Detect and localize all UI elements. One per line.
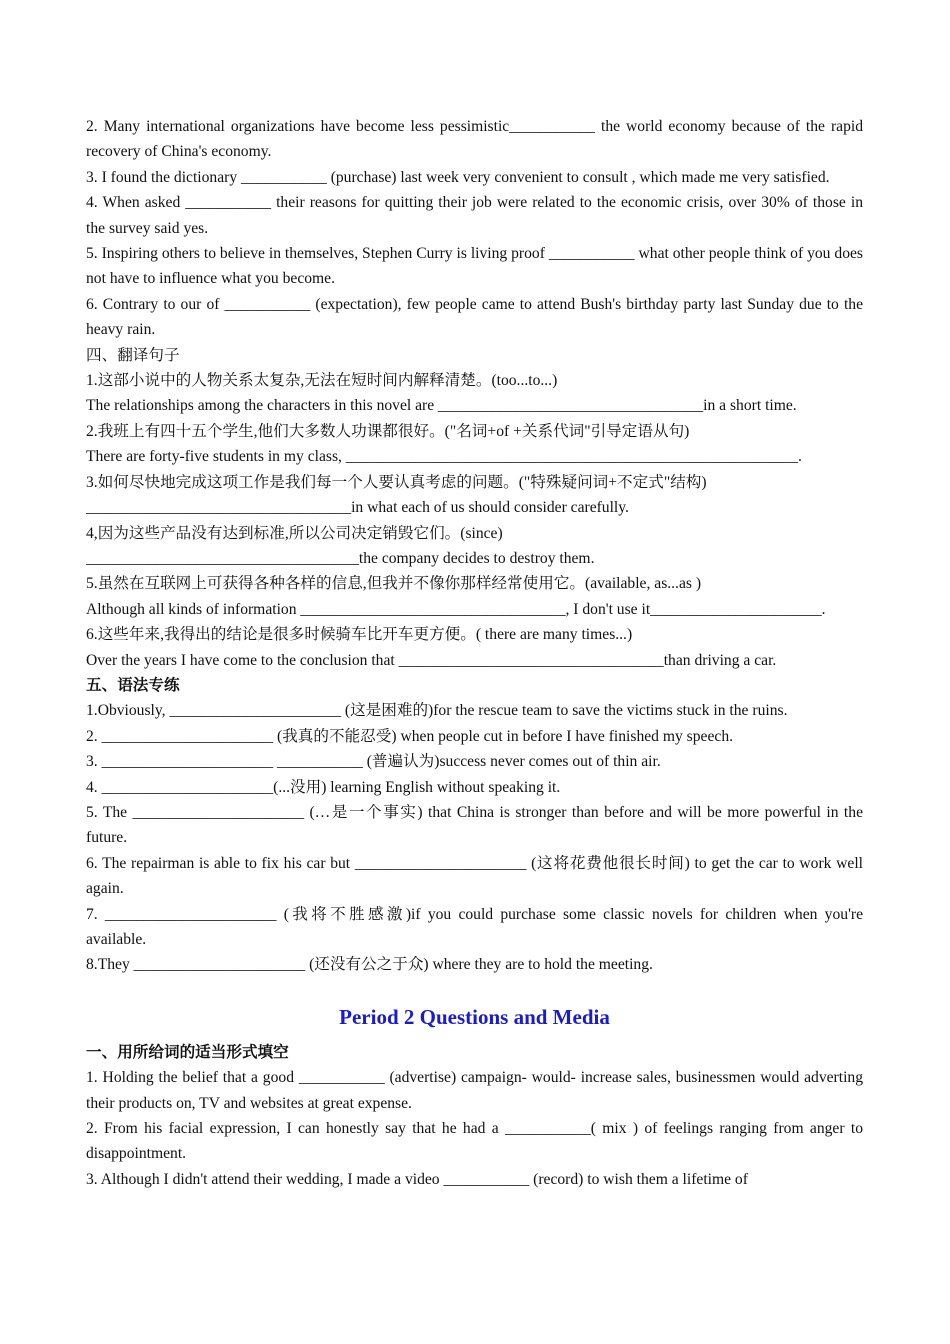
period2-item-2: 2. From his facial expression, I can honestly say that he had a ___________( mix ) of feelings ranging from anger to disappointment. xyxy=(86,1120,863,1163)
fill-item-5: 5. Inspiring others to believe in themselves, Stephen Curry is living proof ___________ what other people think of you does not have to influence what you become. xyxy=(86,245,863,288)
grammar-item-5: 5. The ______________________ (…是一个事实) that China is stronger than before and will be more powerful in the future. xyxy=(86,803,863,847)
translation-answer-5: Although all kinds of information __________________________________, I don't use it______________________. xyxy=(86,600,826,618)
translation-answer-4: ___________________________________the company decides to destroy them. xyxy=(86,549,595,567)
grammar-item-3: 3. ______________________ ___________ (普遍认为)success never comes out of thin air. xyxy=(86,753,661,771)
translation-answer-2: There are forty-five students in my class, __________________________________________________________. xyxy=(86,448,802,466)
translation-heading: 四、翻译句子 xyxy=(86,346,180,364)
grammar-section xyxy=(86,673,863,978)
grammar-item-6: 6. The repairman is able to fix his car but ______________________ (这将花费他很长时间) to get the car to work well again. xyxy=(86,854,863,898)
fill-item-4: 4. When asked ___________ their reasons for quitting their job were related to the economic crisis, over 30% of those in the survey said yes. xyxy=(86,194,863,237)
document-page xyxy=(86,114,863,1192)
translation-prompt-3: 3.如何尽快地完成这项工作是我们每一个人要认真考虑的问题。("特殊疑问词+不定式"结构) xyxy=(86,473,707,491)
grammar-item-4: 4. ______________________(...没用) learning English without speaking it. xyxy=(86,778,561,796)
fill-item-6: 6. Contrary to our of ___________ (expectation), few people came to attend Bush's birthday party last Sunday due to the heavy rain. xyxy=(86,295,863,339)
period2-item-1: 1. Holding the belief that a good ___________ (advertise) campaign- would- increase sales, businessmen would adverting their products on, TV and websites at great expense. xyxy=(86,1069,863,1112)
translation-answer-6: Over the years I have come to the conclusion that __________________________________than driving a car. xyxy=(86,651,777,669)
fill-item-2: 2. Many international organizations have become less pessimistic___________ the world economy because of the rapid recovery of China's economy. xyxy=(86,118,863,161)
grammar-heading: 五、语法专练 xyxy=(86,676,180,694)
grammar-item-1: 1.Obviously, ______________________ (这是困难的)for the rescue team to save the victims stuck in the ruins. xyxy=(86,702,788,720)
period-title: Period 2 Questions and Media xyxy=(339,1004,610,1029)
period2-item-3: 3. Although I didn't attend their wedding, I made a video ___________ (record) to wish them a lifetime of xyxy=(86,1170,748,1188)
translation-answer-3: __________________________________in what each of us should consider carefully. xyxy=(86,499,629,517)
translation-prompt-1: 1.这部小说中的人物关系太复杂,无法在短时间内解释清楚。(too...to...) xyxy=(86,372,558,390)
grammar-item-2: 2. ______________________ (我真的不能忍受) when people cut in before I have finished my speech. xyxy=(86,727,734,745)
translation-prompt-5: 5.虽然在互联网上可获得各种各样的信息,但我并不像你那样经常使用它。(available, as...as ) xyxy=(86,575,702,593)
translation-prompt-4: 4,因为这些产品没有达到标准,所以公司决定销毁它们。(since) xyxy=(86,524,503,542)
period2-fill-section xyxy=(86,1040,863,1192)
translation-prompt-6: 6.这些年来,我得出的结论是很多时候骑车比开车更方便。( there are many times...) xyxy=(86,626,633,644)
fill-in-section xyxy=(86,114,863,343)
grammar-item-8: 8.They ______________________ (还没有公之于众) where they are to hold the meeting. xyxy=(86,956,653,974)
fill-item-3: 3. I found the dictionary ___________ (purchase) last week very convenient to consult , which made me very satisfied. xyxy=(86,168,830,186)
period2-section-heading: 一、用所给词的适当形式填空 xyxy=(86,1043,289,1061)
translation-answer-1: The relationships among the characters in this novel are __________________________________in a short time. xyxy=(86,397,797,415)
translation-section xyxy=(86,343,863,673)
grammar-item-7: 7. ______________________ (我将不胜感激)if you could purchase some classic novels for children when you're available. xyxy=(86,905,863,948)
translation-prompt-2: 2.我班上有四十五个学生,他们大多数人功课都很好。("名词+of +关系代词"引导定语从句) xyxy=(86,422,690,440)
